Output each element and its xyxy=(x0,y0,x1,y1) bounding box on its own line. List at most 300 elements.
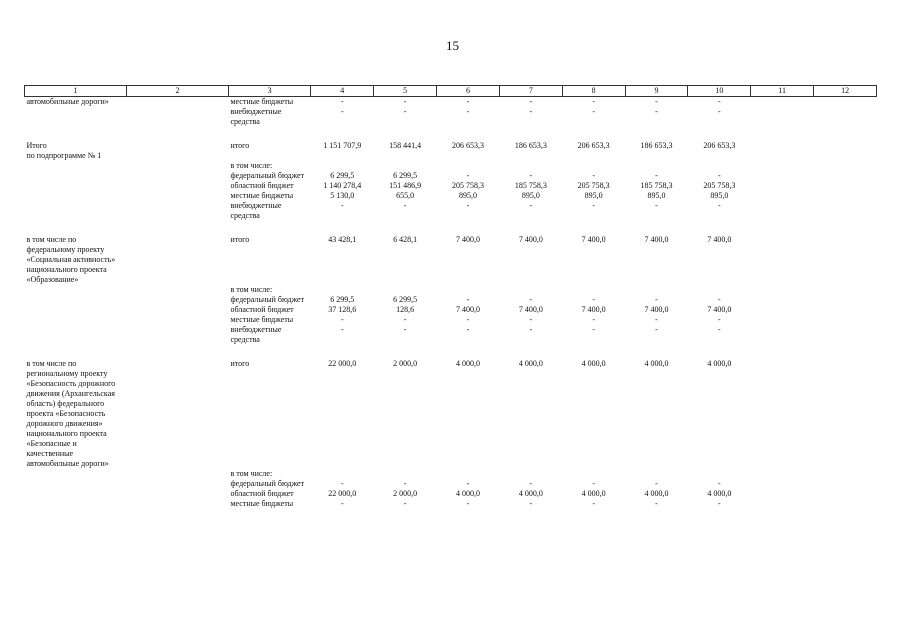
table-cell: 4 000,0 xyxy=(581,489,606,498)
table-cell xyxy=(814,141,877,161)
table-cell: - xyxy=(529,107,533,116)
column-header: 3 xyxy=(228,86,310,97)
table-cell: - xyxy=(718,325,721,334)
row-title-cell xyxy=(25,181,127,191)
column-header: 9 xyxy=(625,86,688,97)
table-cell: - xyxy=(592,107,595,116)
table-cell xyxy=(126,221,228,235)
table-cell xyxy=(814,107,877,127)
table-cell: 185 758,3 xyxy=(514,181,547,190)
table-cell: - xyxy=(655,97,658,106)
table-cell xyxy=(499,127,562,141)
column-header: 7 xyxy=(499,86,562,97)
table-cell: - xyxy=(403,325,407,334)
table-cell: - xyxy=(718,107,721,116)
table-cell xyxy=(814,201,877,221)
column-header: 8 xyxy=(562,86,625,97)
table-cell: 895,0 xyxy=(647,191,666,200)
table-cell: 895,0 xyxy=(521,191,540,200)
table-cell xyxy=(625,221,688,235)
table-cell: - xyxy=(655,107,658,116)
table-cell: 4 000,0 xyxy=(707,359,732,368)
table-cell: - xyxy=(718,315,721,324)
table-cell: 1 140 278,4 xyxy=(323,181,362,190)
table-cell: - xyxy=(403,201,407,210)
column-header: 1 xyxy=(25,86,127,97)
funding-source-cell: областной бюджет xyxy=(230,305,294,314)
table-cell: - xyxy=(718,171,721,180)
table-cell xyxy=(751,295,814,305)
table-cell: - xyxy=(592,171,595,180)
table-cell: 206 653,3 xyxy=(577,141,610,150)
table-cell xyxy=(126,315,228,325)
table-cell: - xyxy=(655,201,658,210)
funding-source-cell: в том числе: xyxy=(230,161,273,170)
table-cell: 2 000,0 xyxy=(393,359,418,368)
table-cell xyxy=(814,127,877,141)
row-title-cell xyxy=(25,345,127,359)
table-cell: - xyxy=(529,295,533,304)
funding-source-cell: областной бюджет xyxy=(230,489,294,498)
table-cell: - xyxy=(655,325,658,334)
table-cell xyxy=(814,235,877,285)
table-cell xyxy=(126,141,228,161)
table-cell xyxy=(688,161,751,171)
row-title-cell xyxy=(25,325,127,345)
row-title-cell: Итого по подпрограмме № 1 xyxy=(26,141,102,160)
row-title-cell xyxy=(25,161,127,171)
table-row xyxy=(25,295,877,305)
row-title-cell xyxy=(25,127,127,141)
table-row xyxy=(25,221,877,235)
table-cell: - xyxy=(466,479,470,488)
table-cell xyxy=(437,285,500,295)
table-cell: 655,0 xyxy=(396,191,415,200)
table-cell xyxy=(126,127,228,141)
table-cell xyxy=(437,469,500,479)
table-cell: - xyxy=(718,499,721,508)
funding-source-cell: местные бюджеты xyxy=(230,191,294,200)
funding-source-cell: в том числе: xyxy=(230,469,273,478)
funding-source-cell: внебюджетные средства xyxy=(230,107,282,126)
table-cell xyxy=(688,345,751,359)
table-cell xyxy=(126,161,228,171)
table-cell: - xyxy=(466,97,470,106)
table-row xyxy=(25,201,877,221)
table-cell xyxy=(814,171,877,181)
table-row xyxy=(25,359,877,469)
table-cell: 7 400,0 xyxy=(455,235,480,244)
table-cell xyxy=(814,315,877,325)
table-cell: - xyxy=(592,479,595,488)
column-header: 4 xyxy=(311,86,374,97)
table-cell xyxy=(814,285,877,295)
table-cell: - xyxy=(403,499,407,508)
table-cell xyxy=(311,221,374,235)
table-cell xyxy=(126,469,228,479)
table-row xyxy=(25,285,877,295)
row-title-cell xyxy=(25,285,127,295)
table-cell: - xyxy=(529,479,533,488)
table-cell: 4 000,0 xyxy=(707,489,732,498)
funding-source-cell: областной бюджет xyxy=(230,181,294,190)
table-cell xyxy=(562,127,625,141)
table-cell xyxy=(751,235,814,285)
table-row xyxy=(25,191,877,201)
table-cell xyxy=(499,161,562,171)
table-cell xyxy=(311,469,374,479)
table-cell xyxy=(814,295,877,305)
table-cell xyxy=(126,201,228,221)
table-cell: 7 400,0 xyxy=(707,305,732,314)
table-cell: - xyxy=(529,97,533,106)
table-cell xyxy=(126,325,228,345)
table-cell: - xyxy=(466,201,470,210)
row-title-cell xyxy=(25,315,127,325)
table-cell: - xyxy=(340,315,344,324)
table-cell xyxy=(126,499,228,509)
table-cell: - xyxy=(340,107,344,116)
row-title-cell xyxy=(25,191,127,201)
table-cell xyxy=(814,469,877,479)
row-title-cell xyxy=(25,295,127,305)
table-cell: 7 400,0 xyxy=(644,235,669,244)
table-cell xyxy=(751,171,814,181)
table-cell: 1 151 707,9 xyxy=(323,141,362,150)
table-cell: - xyxy=(466,325,470,334)
table-cell: - xyxy=(718,479,721,488)
table-row xyxy=(25,97,877,108)
table-cell: 6 299,5 xyxy=(330,295,355,304)
row-title-cell xyxy=(25,469,127,479)
table-cell xyxy=(751,97,814,108)
table-cell xyxy=(751,469,814,479)
table-cell xyxy=(751,127,814,141)
table-cell xyxy=(814,479,877,489)
table-cell: 6 299,5 xyxy=(393,295,418,304)
table-cell: 128,6 xyxy=(396,305,415,314)
table-body xyxy=(25,97,877,510)
table-cell: 7 400,0 xyxy=(518,235,543,244)
table-cell: - xyxy=(655,315,658,324)
column-header: 10 xyxy=(688,86,751,97)
table-cell xyxy=(126,295,228,305)
funding-source-cell: в том числе: xyxy=(230,285,273,294)
table-cell xyxy=(688,285,751,295)
table-cell xyxy=(437,161,500,171)
table-cell xyxy=(688,221,751,235)
table-cell xyxy=(751,161,814,171)
table-cell: - xyxy=(466,171,470,180)
table-row xyxy=(25,171,877,181)
table-cell: 6 299,5 xyxy=(393,171,418,180)
funding-source-cell: федеральный бюджет xyxy=(230,479,305,488)
table-row xyxy=(25,181,877,191)
table-cell: - xyxy=(655,295,658,304)
row-title-cell: автомобильные дороги» xyxy=(26,97,109,106)
table-cell xyxy=(562,161,625,171)
table-cell: 7 400,0 xyxy=(581,235,606,244)
row-title-cell xyxy=(25,171,127,181)
table-row xyxy=(25,315,877,325)
table-cell xyxy=(751,345,814,359)
budget-table xyxy=(24,85,877,509)
table-cell xyxy=(126,171,228,181)
table-cell xyxy=(499,221,562,235)
table-row xyxy=(25,325,877,345)
table-cell xyxy=(625,345,688,359)
table-cell xyxy=(814,221,877,235)
table-cell xyxy=(751,305,814,315)
table-cell xyxy=(814,345,877,359)
table-row xyxy=(25,235,877,285)
table-cell xyxy=(374,127,437,141)
table-cell: 186 653,3 xyxy=(514,141,547,150)
table-cell xyxy=(751,141,814,161)
column-header: 12 xyxy=(814,86,877,97)
funding-source-cell: внебюджетные средства xyxy=(230,201,282,220)
table-cell: - xyxy=(592,97,595,106)
table-cell: 7 400,0 xyxy=(581,305,606,314)
table-cell: 206 653,3 xyxy=(703,141,736,150)
table-cell xyxy=(437,221,500,235)
table-cell xyxy=(311,345,374,359)
table-cell xyxy=(374,469,437,479)
table-cell xyxy=(814,181,877,191)
table-cell: - xyxy=(340,201,344,210)
table-row xyxy=(25,479,877,489)
table-cell xyxy=(126,489,228,499)
table-cell: 22 000,0 xyxy=(328,489,357,498)
table-cell xyxy=(374,345,437,359)
table-cell: 186 653,3 xyxy=(640,141,673,150)
table-cell xyxy=(374,285,437,295)
table-cell: - xyxy=(403,315,407,324)
funding-source-cell: федеральный бюджет xyxy=(230,171,305,180)
table-cell xyxy=(499,285,562,295)
table-cell: - xyxy=(340,325,344,334)
table-cell xyxy=(751,489,814,499)
table-cell xyxy=(814,191,877,201)
table-cell xyxy=(751,499,814,509)
column-header: 5 xyxy=(374,86,437,97)
table-row xyxy=(25,499,877,509)
funding-source-cell: внебюджетные средства xyxy=(230,325,282,344)
table-cell: - xyxy=(529,325,533,334)
funding-source-cell xyxy=(228,127,310,141)
table-cell xyxy=(625,127,688,141)
table-cell xyxy=(562,469,625,479)
table-cell: - xyxy=(592,201,595,210)
table-cell xyxy=(126,305,228,315)
column-header: 2 xyxy=(126,86,228,97)
table-cell: - xyxy=(718,295,721,304)
table-row xyxy=(25,469,877,479)
table-cell: 6 428,1 xyxy=(393,235,418,244)
table-cell xyxy=(562,345,625,359)
table-cell: - xyxy=(340,479,344,488)
table-cell xyxy=(751,191,814,201)
table-cell: 5 130,0 xyxy=(330,191,355,200)
table-cell xyxy=(126,97,228,108)
table-cell: - xyxy=(655,499,658,508)
table-cell xyxy=(625,161,688,171)
table-cell: - xyxy=(403,479,407,488)
funding-source-cell: местные бюджеты xyxy=(230,97,294,106)
table-cell xyxy=(311,285,374,295)
table-cell xyxy=(437,127,500,141)
table-cell xyxy=(751,181,814,191)
table-cell: - xyxy=(592,295,595,304)
row-title-cell xyxy=(25,479,127,489)
table-row xyxy=(25,161,877,171)
table-cell xyxy=(814,97,877,108)
table-cell: - xyxy=(340,499,344,508)
table-row xyxy=(25,107,877,127)
table-cell: 4 000,0 xyxy=(644,359,669,368)
funding-source-cell: итого xyxy=(230,141,250,150)
table-cell xyxy=(688,127,751,141)
table-cell: 185 758,3 xyxy=(640,181,673,190)
table-cell xyxy=(751,285,814,295)
table-cell xyxy=(311,161,374,171)
table-cell xyxy=(751,221,814,235)
table-cell: 7 400,0 xyxy=(518,305,543,314)
row-title-cell: в том числе по региональному проекту «Безопасность дорожного движения (Архангельская область) федерального проекта «Безопасность дорожного движения» национального проекта «Безопасные и качественные автомобильные дороги» xyxy=(26,359,116,468)
table-cell xyxy=(814,499,877,509)
table-cell: 22 000,0 xyxy=(328,359,357,368)
table-cell: 4 000,0 xyxy=(455,489,480,498)
table-cell: 43 428,1 xyxy=(328,235,357,244)
table-cell: 205 758,3 xyxy=(703,181,736,190)
table-cell xyxy=(126,359,228,469)
table-cell xyxy=(814,359,877,469)
table-cell: - xyxy=(466,107,470,116)
column-header: 11 xyxy=(751,86,814,97)
table-cell: - xyxy=(655,479,658,488)
table-cell: - xyxy=(655,171,658,180)
table-cell: 206 653,3 xyxy=(451,141,484,150)
table-cell: - xyxy=(592,325,595,334)
table-cell xyxy=(126,345,228,359)
table-cell: - xyxy=(403,107,407,116)
table-cell: - xyxy=(529,171,533,180)
table-cell: 7 400,0 xyxy=(455,305,480,314)
row-title-cell xyxy=(25,305,127,315)
table-cell xyxy=(751,315,814,325)
row-title-cell xyxy=(25,201,127,221)
table-cell xyxy=(126,285,228,295)
table-cell xyxy=(814,161,877,171)
table-cell: - xyxy=(466,295,470,304)
funding-source-cell: местные бюджеты xyxy=(230,315,294,324)
table-cell xyxy=(625,469,688,479)
table-cell: 7 400,0 xyxy=(644,305,669,314)
table-cell: - xyxy=(529,201,533,210)
table-row xyxy=(25,345,877,359)
row-title-cell: в том числе по федеральному проекту «Социальная активность» национального проекта «Образование» xyxy=(26,235,116,284)
table-cell xyxy=(814,325,877,345)
row-title-cell xyxy=(25,107,127,127)
table-cell xyxy=(751,325,814,345)
table-cell: 4 000,0 xyxy=(518,359,543,368)
table-cell xyxy=(751,201,814,221)
table-cell: 37 128,6 xyxy=(328,305,357,314)
table-cell xyxy=(126,479,228,489)
table-cell: 4 000,0 xyxy=(644,489,669,498)
row-title-cell xyxy=(25,489,127,499)
table-cell: 151 486,9 xyxy=(389,181,422,190)
table-cell xyxy=(499,469,562,479)
table-cell: 205 758,3 xyxy=(451,181,484,190)
table-cell: 4 000,0 xyxy=(455,359,480,368)
table-cell xyxy=(126,107,228,127)
table-cell xyxy=(437,345,500,359)
table-cell: 158 441,4 xyxy=(389,141,422,150)
table-cell xyxy=(126,235,228,285)
table-cell: - xyxy=(529,315,533,324)
table-cell xyxy=(751,479,814,489)
table-cell: - xyxy=(340,97,344,106)
table-cell xyxy=(814,489,877,499)
table-cell: - xyxy=(592,315,595,324)
funding-source-cell xyxy=(228,221,310,235)
funding-source-cell xyxy=(228,345,310,359)
table-cell: 4 000,0 xyxy=(518,489,543,498)
table-cell xyxy=(688,469,751,479)
row-title-cell xyxy=(25,221,127,235)
table-cell xyxy=(751,359,814,469)
table-row xyxy=(25,141,877,161)
table-cell xyxy=(562,221,625,235)
table-row xyxy=(25,489,877,499)
row-title-cell xyxy=(25,499,127,509)
table-cell xyxy=(625,285,688,295)
table-cell: - xyxy=(529,499,533,508)
table-cell: 895,0 xyxy=(710,191,729,200)
table-cell xyxy=(374,221,437,235)
table-cell: 6 299,5 xyxy=(330,171,355,180)
table-cell: - xyxy=(466,499,470,508)
funding-source-cell: итого xyxy=(230,359,250,368)
funding-source-cell: местные бюджеты xyxy=(230,499,294,508)
table-cell: 895,0 xyxy=(458,191,477,200)
table-cell xyxy=(126,181,228,191)
table-cell: 2 000,0 xyxy=(393,489,418,498)
table-cell xyxy=(311,127,374,141)
table-cell: - xyxy=(592,499,595,508)
table-cell: - xyxy=(718,201,721,210)
table-row xyxy=(25,305,877,315)
funding-source-cell: федеральный бюджет xyxy=(230,295,305,304)
page-number: 15 xyxy=(446,38,459,53)
table-cell xyxy=(126,191,228,201)
column-header: 6 xyxy=(437,86,500,97)
table-row xyxy=(25,127,877,141)
table-header-row xyxy=(25,86,877,97)
table-cell xyxy=(562,285,625,295)
table-cell xyxy=(374,161,437,171)
table-cell: 7 400,0 xyxy=(707,235,732,244)
table-cell xyxy=(499,345,562,359)
table-cell: - xyxy=(466,315,470,324)
table-cell xyxy=(751,107,814,127)
table-cell: 205 758,3 xyxy=(577,181,610,190)
table-cell: - xyxy=(718,97,721,106)
table-cell: 4 000,0 xyxy=(581,359,606,368)
funding-source-cell: итого xyxy=(230,235,250,244)
table-cell: - xyxy=(403,97,407,106)
